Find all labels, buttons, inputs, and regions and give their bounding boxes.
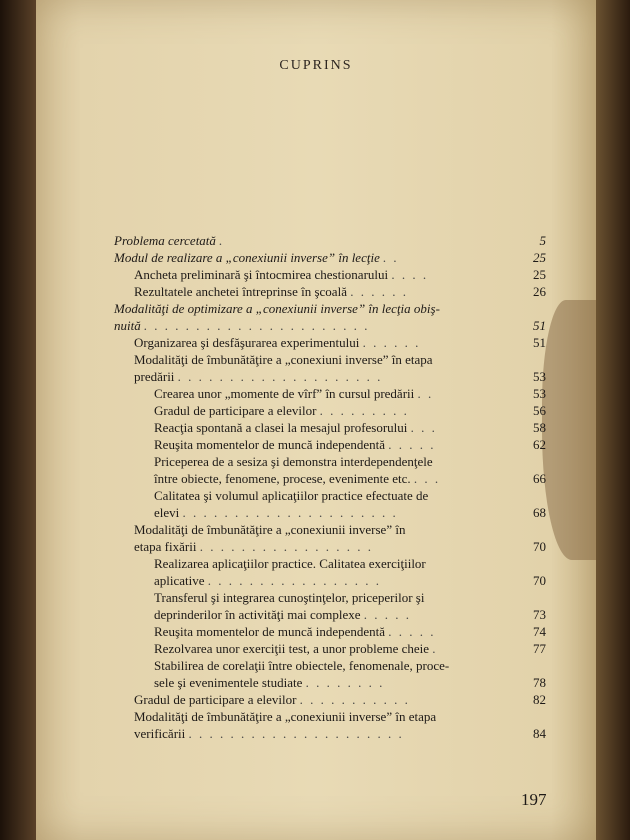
toc-entry-text: Modalităţi de îmbunătăţire a „conexiunii inverse” în xyxy=(134,522,406,537)
toc-entry-line xyxy=(114,708,544,725)
toc-page-number: 25 xyxy=(533,250,546,265)
toc-entry-line xyxy=(114,385,544,402)
toc-page-number: 51 xyxy=(533,335,546,350)
toc-entry-text: Modul de realizare a „conexiunii inverse” în lecţie xyxy=(114,250,380,265)
dot-leader: . xyxy=(432,641,438,656)
toc-entry-line xyxy=(114,249,544,266)
toc-page-number: 78 xyxy=(533,675,546,690)
dot-leader: . . . xyxy=(410,420,437,435)
right-page-edge xyxy=(596,0,630,840)
dot-leader: . . . . . . . . xyxy=(305,675,385,690)
dot-leader: . . . . . . . . . . . . . . . . . . . . xyxy=(177,369,383,384)
toc-entry-line xyxy=(114,657,544,674)
toc-entry-line xyxy=(114,351,544,368)
toc-entry-line xyxy=(114,283,544,300)
toc-page-number: 70 xyxy=(533,539,546,554)
dot-leader: . . . . . . . . . xyxy=(319,403,409,418)
toc-entry-text: verificării xyxy=(134,726,186,741)
toc-entry-line xyxy=(114,232,544,249)
toc-entry-line xyxy=(114,674,544,691)
toc-entry-text: Reuşita momentelor de muncă independentă xyxy=(154,624,386,639)
toc-page-number: 82 xyxy=(533,692,546,707)
toc-page-number: 53 xyxy=(533,386,546,401)
toc-page-number: 77 xyxy=(533,641,546,656)
toc-entry-line xyxy=(114,402,544,419)
toc-entry-text: Realizarea aplicaţiilor practice. Calitatea exerciţiilor xyxy=(154,556,426,571)
toc-entry-line xyxy=(114,419,544,436)
page-number: 197 xyxy=(521,790,547,809)
page-heading: CUPRINS xyxy=(279,58,353,73)
toc-entry-line xyxy=(114,300,544,317)
toc-entry-text: Calitatea şi volumul aplicaţiilor practice efectuate de xyxy=(154,488,429,503)
toc-entry-text: Ancheta preliminară şi întocmirea chestionarului xyxy=(134,267,389,282)
toc-page-number: 70 xyxy=(533,573,546,588)
toc-page-number: 66 xyxy=(533,471,546,486)
toc-entry-text: predării xyxy=(134,369,175,384)
toc-entry-line xyxy=(114,487,544,504)
toc-entry-text: Transferul şi integrarea cunoştinţelor, priceperilor şi xyxy=(154,590,425,605)
toc-entry-line xyxy=(114,334,544,351)
book-binding-shadow xyxy=(0,0,36,840)
toc-entry-text: Modalităţi de optimizare a „conexiunii inverse” în lecţia obiş- xyxy=(114,301,440,316)
dot-leader: . xyxy=(219,233,225,248)
toc-entry-text: Problema cercetată xyxy=(114,233,216,248)
toc-entry-text: Gradul de participare a elevilor xyxy=(134,692,297,707)
dot-leader: . . . . . . . . . . . . . . . . . . . . . . xyxy=(143,318,370,333)
table-of-contents xyxy=(114,232,544,742)
toc-entry-text: Reuşita momentelor de muncă independentă xyxy=(154,437,386,452)
toc-entry-text: Rezolvarea unor exerciţii test, a unor probleme cheie xyxy=(154,641,430,656)
toc-entry-line xyxy=(114,453,544,470)
toc-page-number: 62 xyxy=(533,437,546,452)
torn-paper-area xyxy=(542,300,602,560)
toc-entry-line xyxy=(114,521,544,538)
dot-leader: . . xyxy=(417,386,434,401)
toc-entry-line xyxy=(114,725,544,742)
toc-entry-line xyxy=(114,623,544,640)
toc-page-number: 25 xyxy=(533,267,546,282)
toc-entry-text: Reacţia spontană a clasei la mesajul profesorului xyxy=(154,420,408,435)
toc-page-number: 5 xyxy=(539,233,546,248)
toc-entry-text: sele şi evenimentele studiate xyxy=(154,675,303,690)
toc-entry-text: Rezultatele anchetei întreprinse în şcoală xyxy=(134,284,347,299)
toc-entry-text: etapa fixării xyxy=(134,539,197,554)
dot-leader: . . . . . xyxy=(388,437,436,452)
toc-entry-text: Modalităţi de îmbunătăţire a „conexiunii inverse” în etapa xyxy=(134,709,437,724)
toc-entry-line xyxy=(114,555,544,572)
toc-entry-line xyxy=(114,538,544,555)
toc-page-number: 58 xyxy=(533,420,546,435)
toc-entry-line xyxy=(114,317,544,334)
toc-page-number: 68 xyxy=(533,505,546,520)
dot-leader: . . . . xyxy=(391,267,429,282)
toc-entry-text: Priceperea de a sesiza şi demonstra interdependenţele xyxy=(154,454,433,469)
toc-page-number: 56 xyxy=(533,403,546,418)
dot-leader: . . . xyxy=(413,471,441,486)
toc-page-number: 84 xyxy=(533,726,546,741)
toc-page-number: 51 xyxy=(533,318,546,333)
dot-leader: . . . . . . . . . . . . . . . . . . . . . xyxy=(188,726,404,741)
toc-entry-line xyxy=(114,606,544,623)
toc-entry-text: elevi xyxy=(154,505,180,520)
dot-leader: . . xyxy=(383,250,399,265)
toc-page-number: 26 xyxy=(533,284,546,299)
dot-leader: . . . . . . xyxy=(362,335,421,350)
dot-leader: . . . . . xyxy=(363,607,411,622)
toc-entry-line xyxy=(114,589,544,606)
book-page xyxy=(36,0,596,840)
dot-leader: . . . . . xyxy=(388,624,436,639)
toc-entry-text: Modalităţi de îmbunătăţire a „conexiuni inverse” în etapa xyxy=(134,352,433,367)
toc-entry-line xyxy=(114,640,544,657)
toc-entry-line xyxy=(114,266,544,283)
toc-entry-text: Organizarea şi desfăşurarea experimentului xyxy=(134,335,360,350)
toc-entry-text: între obiecte, fenomene, procese, evenimente etc. xyxy=(154,471,411,486)
toc-entry-text: Stabilirea de corelaţii între obiectele, fenomenale, proce- xyxy=(154,658,450,673)
toc-entry-text: Gradul de participare a elevilor xyxy=(154,403,317,418)
dot-leader: . . . . . . xyxy=(350,284,408,299)
toc-entry-line xyxy=(114,470,544,487)
toc-entry-text: nuită xyxy=(114,318,141,333)
dot-leader: . . . . . . . . . . . . . . . . . xyxy=(207,573,382,588)
toc-entry-text: deprinderilor în activităţi mai complexe xyxy=(154,607,361,622)
toc-entry-text: Crearea unor „momente de vîrf” în cursul predării xyxy=(154,386,415,401)
toc-entry-line xyxy=(114,436,544,453)
toc-page-number: 74 xyxy=(533,624,546,639)
toc-page-number: 53 xyxy=(533,369,546,384)
dot-leader: . . . . . . . . . . . . . . . . . . . . . xyxy=(182,505,398,520)
toc-entry-text: aplicative xyxy=(154,573,205,588)
toc-entry-line xyxy=(114,504,544,521)
dot-leader: . . . . . . . . . . . xyxy=(299,692,410,707)
toc-entry-line xyxy=(114,572,544,589)
dot-leader: . . . . . . . . . . . . . . . . . xyxy=(199,539,373,554)
toc-page-number: 73 xyxy=(533,607,546,622)
toc-entry-line xyxy=(114,691,544,708)
toc-entry-line xyxy=(114,368,544,385)
